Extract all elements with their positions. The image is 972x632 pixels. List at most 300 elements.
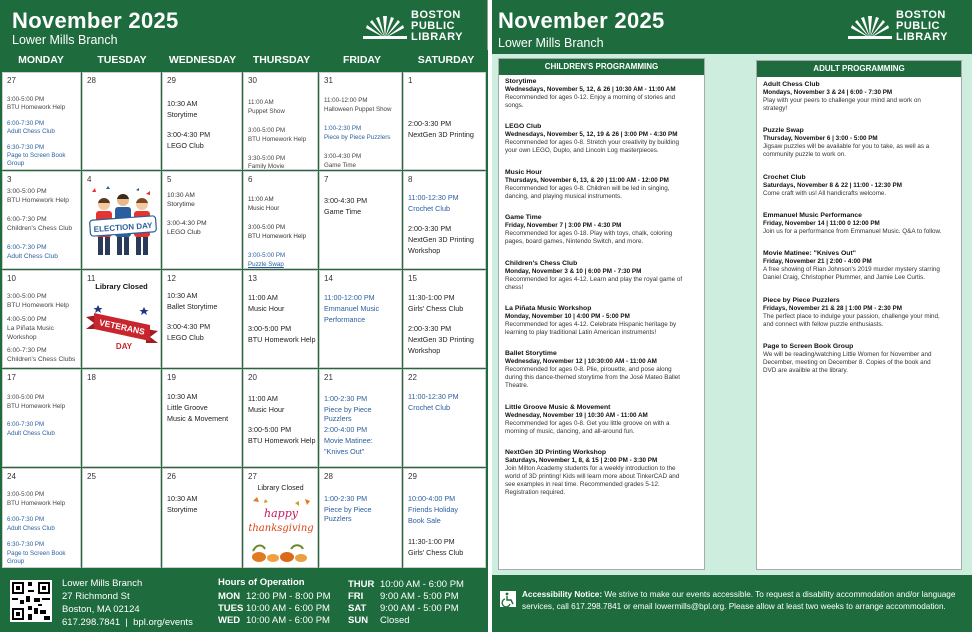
program-description: Jigsaw puzzles will be available for you to take, as well as a <box>763 143 930 151</box>
event-title: BTU Homework Help <box>248 233 307 240</box>
calendar-grid <box>0 70 488 570</box>
day-cell <box>403 369 486 467</box>
event-title: Page to Screen Book Group <box>7 550 66 565</box>
event-time: 11:30-1:00 PM <box>408 537 455 546</box>
hours-day: SAT <box>348 603 367 614</box>
program-description: and connect with fellow puzzle enthusiasts. <box>763 320 884 328</box>
page-title: November 2025 <box>12 8 179 33</box>
event-title: Family Movie <box>248 163 285 170</box>
day-number: 29 <box>408 472 417 481</box>
thanksgiving-text: thanksgiving <box>248 523 314 534</box>
event-time: 11:00-12:00 PM <box>324 293 375 302</box>
day-cell <box>243 468 318 568</box>
program-name: Page to Screen Book Group <box>763 343 854 351</box>
adult-programming-panel <box>756 60 962 570</box>
veterans-text: VETERANS <box>98 317 146 337</box>
event-time: 1:00-2:30 PM <box>324 394 368 403</box>
program-entry <box>505 169 705 201</box>
sunburst-logo-icon <box>848 12 892 40</box>
event-title: Music Hour <box>248 304 285 313</box>
event-title: Friends Holiday <box>408 505 458 514</box>
program-schedule: Wednesday, November 19 | 10:30 AM - 11:00 AM <box>505 411 648 419</box>
day-cell <box>319 369 402 467</box>
day-cell <box>162 72 242 170</box>
event-time: 3:00-5:00 PM <box>7 96 45 103</box>
accessibility-footer <box>492 575 972 632</box>
event-time: 1:00-2:30 PM <box>324 494 368 503</box>
event-time: 10:00-4:00 PM <box>408 494 456 503</box>
event-time: 3:00-5:00 PM <box>248 252 286 259</box>
logo-text-2: PUBLIC <box>896 20 940 32</box>
event-title: BTU Homework Help <box>7 403 66 410</box>
program-description: dancing, and playing musical instruments. <box>505 192 622 200</box>
program-schedule: Friday, November 7 | 3:00 PM - 4:30 PM <box>505 222 622 230</box>
qr-code-icon <box>10 580 52 622</box>
program-entry <box>763 212 963 236</box>
event-time: 6:30-7:30 PM <box>7 144 45 151</box>
day-number: 4 <box>87 175 92 184</box>
program-schedule: Wednesdays, November 5, 12, & 26 | 10:30 AM - 11:00 AM <box>505 86 676 93</box>
event-time: 4:00-5:00 PM <box>7 316 47 323</box>
event-time: 1:00-2:30 PM <box>324 125 362 132</box>
hours-time: 10:00 AM - 6:00 PM <box>246 615 330 626</box>
event-title: Storytime <box>167 110 198 119</box>
day-cell <box>243 369 318 467</box>
event-time: 3:00-4:30 PM <box>324 196 368 205</box>
hours-day: SUN <box>348 615 369 626</box>
day-cell <box>403 270 486 368</box>
event-time: 6:00-7:30 PM <box>7 516 45 523</box>
program-description: Registration required. <box>505 489 566 497</box>
day-number: 1 <box>408 76 413 85</box>
day-number: 15 <box>408 274 417 283</box>
program-description: Recommended for ages 0-18. Play with toys, chalk, coloring <box>505 230 673 238</box>
day-number: 24 <box>7 472 16 481</box>
event-title: Crochet Club <box>408 204 450 213</box>
day-cell <box>162 369 242 467</box>
hours-day: TUES <box>218 603 244 614</box>
event-title: Adult Chess Club <box>7 430 55 437</box>
event-title: LEGO Club <box>167 333 204 342</box>
event-title: Workshop <box>7 334 37 341</box>
logo-text-2: PUBLIC <box>411 20 455 32</box>
event-title: "Knives Out" <box>324 447 365 456</box>
accessibility-text: We strive to make our events accessible. To request a disability accommodation and/or language services, call 617.298.7841 or email lowermills@bpl.org. Please allow at least two weeks to arrange accommodation. <box>522 590 956 611</box>
day-number: 10 <box>7 274 16 283</box>
happy-text: happy <box>264 507 298 520</box>
event-time: 2:00-4:00 PM <box>324 425 368 434</box>
day-cell <box>319 72 402 170</box>
event-title: Crochet Club <box>408 403 450 412</box>
event-title: Storytime <box>167 201 195 208</box>
program-description: Recommended for ages 0-8. Get you little groove on with a <box>505 419 670 427</box>
program-description: The perfect place to indulge your passion, challenge your mind, <box>763 312 940 320</box>
day-number: 27 <box>248 472 257 481</box>
day-number: 14 <box>324 274 333 283</box>
hours-day: MON <box>218 591 241 602</box>
election-day-illustration <box>86 186 160 266</box>
day-number: 30 <box>248 76 257 85</box>
day-cell <box>82 468 161 568</box>
program-entry <box>763 297 963 329</box>
event-title: Game Time <box>324 162 356 169</box>
bpl-logo <box>848 8 958 44</box>
event-title: BTU Homework Help <box>7 500 66 507</box>
program-schedule: Mondays, November 3 & 24 | 6:00 - 7:30 PM <box>763 89 893 96</box>
day-cell <box>319 270 402 368</box>
program-schedule: Thursday, November 6 | 3:00 - 5:00 PM <box>763 135 878 143</box>
accessibility-label: Accessibility Notice: <box>522 590 603 599</box>
calendar-header <box>0 0 487 50</box>
event-title: LEGO Club <box>167 229 201 236</box>
program-description: your own LEGO, Duplo, and Lincoln Log masterpieces. <box>505 147 659 155</box>
program-description: Recommended for ages 4-12. Celebrate Hispanic heritage by <box>505 321 677 328</box>
page-title: November 2025 <box>498 8 665 33</box>
program-schedule: Wednesday, November 12 | 10:30:00 AM - 11:00 AM <box>505 358 657 366</box>
footer-street: 27 Richmond St <box>62 591 130 602</box>
event-time: 11:00 AM <box>248 394 278 403</box>
program-schedule: Thursdays, November 6, 13, & 20 | 11:00 AM - 12:00 PM <box>505 176 669 184</box>
event-title: NextGen 3D Printing <box>408 335 474 344</box>
program-schedule: Saturdays, November 1, 8, & 15 | 2:00 PM - 3:30 PM <box>505 457 658 465</box>
program-name: Children's Chess Club <box>505 259 578 267</box>
day-text: DAY <box>115 342 133 351</box>
event-time: 11:00 AM <box>248 99 274 106</box>
day-cell <box>162 270 242 368</box>
day-number: 29 <box>167 76 176 85</box>
day-cell <box>162 171 242 269</box>
event-time: 2:00-3:30 PM <box>408 224 452 233</box>
event-title: Music Hour <box>248 405 285 414</box>
program-name: LEGO Club <box>505 123 542 131</box>
program-entry <box>505 78 705 110</box>
day-cell <box>403 72 486 170</box>
program-name: La Piñata Music Workshop <box>505 305 592 312</box>
event-time: 11:00-12:00 PM <box>324 97 368 104</box>
day-number: 11 <box>87 274 96 283</box>
hours-time: 9:00 AM - 5:00 PM <box>380 603 459 614</box>
program-name: Piece by Piece Puzzlers <box>763 296 840 304</box>
program-description: Recommended for ages 0-12. Enjoy a morning of stories and <box>505 94 676 101</box>
bpl-logo <box>363 8 473 44</box>
event-time: 2:00-3:30 PM <box>408 324 452 333</box>
event-title: Music & Movement <box>167 414 229 423</box>
day-cell <box>2 270 81 368</box>
day-cell <box>82 369 161 467</box>
programs-header <box>492 0 972 54</box>
day-cell <box>243 171 318 269</box>
program-entry <box>505 449 705 497</box>
day-cell <box>243 270 318 368</box>
program-name: Emmanuel Music Performance <box>763 212 862 220</box>
program-schedule: Fridays, November 21 & 28 | 1:00 PM - 2:30 PM <box>763 304 902 312</box>
election-day-text: ELECTION DAY <box>93 220 153 235</box>
event-title: Adult Chess Club <box>7 253 58 260</box>
day-cell <box>2 171 81 269</box>
library-closed-label: Library Closed <box>257 483 304 492</box>
program-description: Recommended for ages 0-8. Stretch your creativity by building <box>505 139 679 147</box>
branch-name: Lower Mills Branch <box>12 33 118 47</box>
program-schedule: Monday, November 10 | 4:00 PM - 5:00 PM <box>505 313 630 320</box>
event-title: Adult Chess Club <box>7 525 55 532</box>
program-description: Join us for a performance from Emmanuel Music. Q&A to follow. <box>763 228 942 236</box>
event-title: LEGO Club <box>167 141 204 150</box>
day-wednesday: WEDNESDAY <box>168 54 237 66</box>
program-entry <box>505 305 705 337</box>
event-time: 3:00-5:00 PM <box>248 224 286 231</box>
accessibility-notice <box>522 589 962 612</box>
day-cell <box>319 171 402 269</box>
event-title: Puzzle Swap <box>248 261 284 268</box>
program-description: Theatre. <box>505 382 529 390</box>
program-description: Come craft with us! All handicrafts welcome. <box>763 189 887 197</box>
day-number: 22 <box>408 373 417 382</box>
day-number: 25 <box>87 472 96 481</box>
event-title: Workshop <box>408 246 441 255</box>
event-time: 3:00-5:00 PM <box>248 425 292 434</box>
event-title: BTU Homework Help <box>7 104 66 111</box>
event-title: BTU Homework Help <box>248 436 316 445</box>
hours-day: THUR <box>348 579 375 590</box>
program-name: Music Hour <box>505 168 543 176</box>
event-time: 3:00-4:30 PM <box>167 130 211 139</box>
program-name: Puzzle Swap <box>763 127 804 135</box>
day-cell <box>2 468 81 568</box>
day-cell <box>162 468 242 568</box>
event-title: Movie Matinee: <box>324 436 373 445</box>
event-time: 3:00-4:30 PM <box>167 220 207 227</box>
event-time: 3:00-4:30 PM <box>167 322 211 331</box>
event-title: Music Hour <box>248 205 280 212</box>
event-title: BTU Homework Help <box>7 302 69 309</box>
event-time: 3:00-5:00 PM <box>248 324 292 333</box>
day-cell <box>403 171 486 269</box>
logo-text-3: LIBRARY <box>411 31 463 43</box>
program-entry <box>763 174 963 198</box>
wheelchair-icon <box>500 591 516 607</box>
program-description: A free showing of Rian Johnson's 2019 murder mystery starring <box>763 266 940 274</box>
event-time: 2:00-3:30 PM <box>408 119 452 128</box>
hours-time: Closed <box>380 615 410 626</box>
program-description: chess! <box>505 283 524 291</box>
program-description: world of 3D printing! Kids will learn more about TinkerCAD and <box>505 473 680 481</box>
day-number: 5 <box>167 175 172 184</box>
program-name: Crochet Club <box>763 173 806 181</box>
day-number: 26 <box>167 472 176 481</box>
program-schedule: Wednesdays, November 5, 12, 19 & 26 | 3:00 PM - 4:30 PM <box>505 131 678 139</box>
event-title: Piece by Piece Puzzlers <box>324 505 372 523</box>
event-time: 6:00-7:30 PM <box>7 216 47 223</box>
programs-page <box>492 0 972 632</box>
thanksgiving-illustration <box>245 495 317 567</box>
event-title: BTU Homework Help <box>248 335 316 344</box>
day-number: 12 <box>167 274 176 283</box>
program-name: Ballet Storytime <box>505 350 557 358</box>
event-title: Piece by Piece Puzzlers <box>324 405 372 423</box>
program-entry <box>505 123 705 155</box>
event-title: Game Time <box>324 207 362 216</box>
program-name: NextGen 3D Printing Workshop <box>505 449 607 457</box>
footer-branch-name: Lower Mills Branch <box>62 578 143 589</box>
event-title: Piece by Piece Puzzlers <box>324 134 391 141</box>
event-time: 10:30 AM <box>167 192 195 199</box>
event-time: 6:00-7:30 PM <box>7 244 47 251</box>
program-schedule: Monday, November 3 & 10 | 6:00 PM - 7:30 PM <box>505 267 642 275</box>
event-time: 3:00-4:30 PM <box>324 153 362 160</box>
event-time: 10:30 AM <box>167 291 198 300</box>
hours-day: WED <box>218 615 241 626</box>
branch-footer <box>0 570 488 632</box>
program-description: Recommended for ages 0-8. Children will be led in singing, <box>505 184 670 192</box>
veterans-day-banner-icon <box>84 297 160 359</box>
program-description: DVD are availble at the library. <box>763 367 848 375</box>
event-title: Storytime <box>167 505 198 514</box>
event-time: 11:00 AM <box>248 293 278 302</box>
hours-time: 9:00 AM - 5:00 PM <box>380 591 459 602</box>
event-title: Girls' Chess Club <box>408 548 464 557</box>
day-number: 6 <box>248 175 253 184</box>
event-title: Adult Chess Club <box>7 128 55 135</box>
event-time: 11:00-12:30 PM <box>408 193 459 202</box>
program-name: Game Time <box>505 214 542 222</box>
day-number: 3 <box>7 175 12 184</box>
program-description: Recommended for ages 4-12. Learn and play the royal game of <box>505 275 683 283</box>
hours-day: FRI <box>348 591 364 602</box>
program-description: songs. <box>505 102 524 109</box>
program-description: Join Milton Academy students for a weekly introduction to the <box>505 465 676 473</box>
event-title: Performance <box>324 315 366 324</box>
program-description: pages, board games, Nintendo Switch, and more. <box>505 238 644 246</box>
event-title: NextGen 3D Printing <box>408 130 474 139</box>
library-closed-label: Library Closed <box>95 282 148 291</box>
day-cell <box>2 72 81 170</box>
program-entry <box>505 260 705 292</box>
event-time: 11:00-12:30 PM <box>408 392 459 401</box>
day-number: 20 <box>248 373 257 382</box>
sunburst-logo-icon <box>363 12 407 40</box>
event-time: 10:30 AM <box>167 99 198 108</box>
program-description: community puzzle to work on. <box>763 151 846 159</box>
event-time: 3:00-5:00 PM <box>248 127 286 134</box>
hours-time: 12:00 PM - 8:00 PM <box>246 591 331 602</box>
program-name: Adult Chess Club <box>763 81 820 88</box>
event-title: Little Groove <box>167 403 208 412</box>
event-title: NextGen 3D Printing <box>408 235 474 244</box>
day-number: 19 <box>167 373 176 382</box>
hours-time: 10:00 AM - 6:00 PM <box>246 603 330 614</box>
program-entry <box>505 214 705 246</box>
footer-city: Boston, MA 02124 <box>62 604 140 615</box>
branch-name: Lower Mills Branch <box>498 36 604 50</box>
day-cell <box>2 369 81 467</box>
event-time: 3:30-5:00 PM <box>248 155 286 162</box>
program-entry <box>505 404 705 436</box>
event-title: Page to Screen Book Group <box>7 152 66 167</box>
event-title: Ballet Storytime <box>167 302 218 311</box>
day-number: 18 <box>87 373 96 382</box>
program-entry <box>763 250 963 282</box>
event-title: Puppet Show <box>248 108 285 115</box>
program-description: December, meeting on December 8. Copies of the book and <box>763 359 931 367</box>
day-number: 13 <box>248 274 257 283</box>
day-cell <box>82 72 161 170</box>
logo-text-1: BOSTON <box>411 9 461 21</box>
event-title: Workshop <box>408 346 441 355</box>
program-entry <box>763 81 963 113</box>
program-description: We will be reading/watching Little Women for November and <box>763 351 932 359</box>
program-schedule: Saturdays, November 8 & 22 | 11:00 - 12:30 PM <box>763 181 902 189</box>
day-number: 17 <box>7 373 16 382</box>
day-number: 28 <box>324 472 333 481</box>
event-title: BTU Homework Help <box>248 136 307 143</box>
day-number: 7 <box>324 175 329 184</box>
event-title: Children's Chess Club <box>7 225 73 232</box>
event-title: Book Sale <box>408 516 441 525</box>
event-time: 3:00-5:00 PM <box>7 188 47 195</box>
event-title: Girls' Chess Club <box>408 304 464 313</box>
event-title: BTU Homework Help <box>7 197 69 204</box>
day-tuesday: TUESDAY <box>97 54 147 66</box>
day-cell <box>403 468 486 568</box>
event-title: Halloween Puppet Show <box>324 106 392 113</box>
adult-programming-title: ADULT PROGRAMMING <box>757 61 961 77</box>
event-time: 3:00-5:00 PM <box>7 491 45 498</box>
event-time: 3:00-5:00 PM <box>7 394 45 401</box>
day-cell <box>82 270 161 368</box>
event-time: 11:00 AM <box>248 196 274 203</box>
program-description: Recommended for ages 0-8. Plie, pirouette, and pose along <box>505 366 672 374</box>
program-name: Storytime <box>505 78 537 85</box>
program-entry <box>505 350 705 390</box>
program-schedule: Friday, November 21 | 2:00 - 4:00 PM <box>763 258 872 266</box>
day-cell <box>82 171 161 269</box>
event-time: 6:30-7:30 PM <box>7 541 45 548</box>
event-title: La Piñata Music <box>7 325 54 332</box>
event-time: 11:30-1:00 PM <box>408 293 455 302</box>
day-number: 21 <box>324 373 333 382</box>
program-entry <box>763 127 963 159</box>
program-description: Daniel Craig, Christopher Plummer, and Jamie Lee Curtis. <box>763 274 926 282</box>
event-title: Children's Chess Clubs <box>7 356 76 363</box>
event-time: 6:00-7:30 PM <box>7 347 47 354</box>
day-number: 27 <box>7 76 16 85</box>
program-description: strategy! <box>763 105 788 112</box>
day-number: 8 <box>408 175 413 184</box>
hours-time: 10:00 AM - 6:00 PM <box>380 579 464 590</box>
program-name: Movie Matinee: "Knives Out" <box>763 250 856 258</box>
program-entry <box>763 343 963 375</box>
day-cell <box>319 468 402 568</box>
day-monday: MONDAY <box>18 54 64 66</box>
day-friday: FRIDAY <box>342 54 382 66</box>
day-number: 31 <box>324 76 333 85</box>
program-description: morning of music, dancing, and all-around fun. <box>505 427 635 435</box>
footer-contact[interactable]: 617.298.7841 | bpl.org/events <box>62 617 193 628</box>
program-schedule: Friday, November 14 | 11:00 0 12:00 PM <box>763 220 880 228</box>
logo-text-1: BOSTON <box>896 9 946 21</box>
program-description: see examples in real time. Recommended grades 5-12. <box>505 481 660 489</box>
event-time: 6:00-7:30 PM <box>7 421 45 428</box>
children-programming-panel <box>498 58 705 570</box>
day-number: 28 <box>87 76 96 85</box>
event-time: 3:00-5:00 PM <box>7 293 47 300</box>
logo-text-3: LIBRARY <box>896 31 948 43</box>
program-description: Play with your peers to challenge your mind and work on <box>763 97 921 104</box>
event-time: 10:30 AM <box>167 392 198 401</box>
day-cell <box>243 72 318 170</box>
day-thursday: THURSDAY <box>252 54 311 66</box>
day-saturday: SATURDAY <box>417 54 475 66</box>
